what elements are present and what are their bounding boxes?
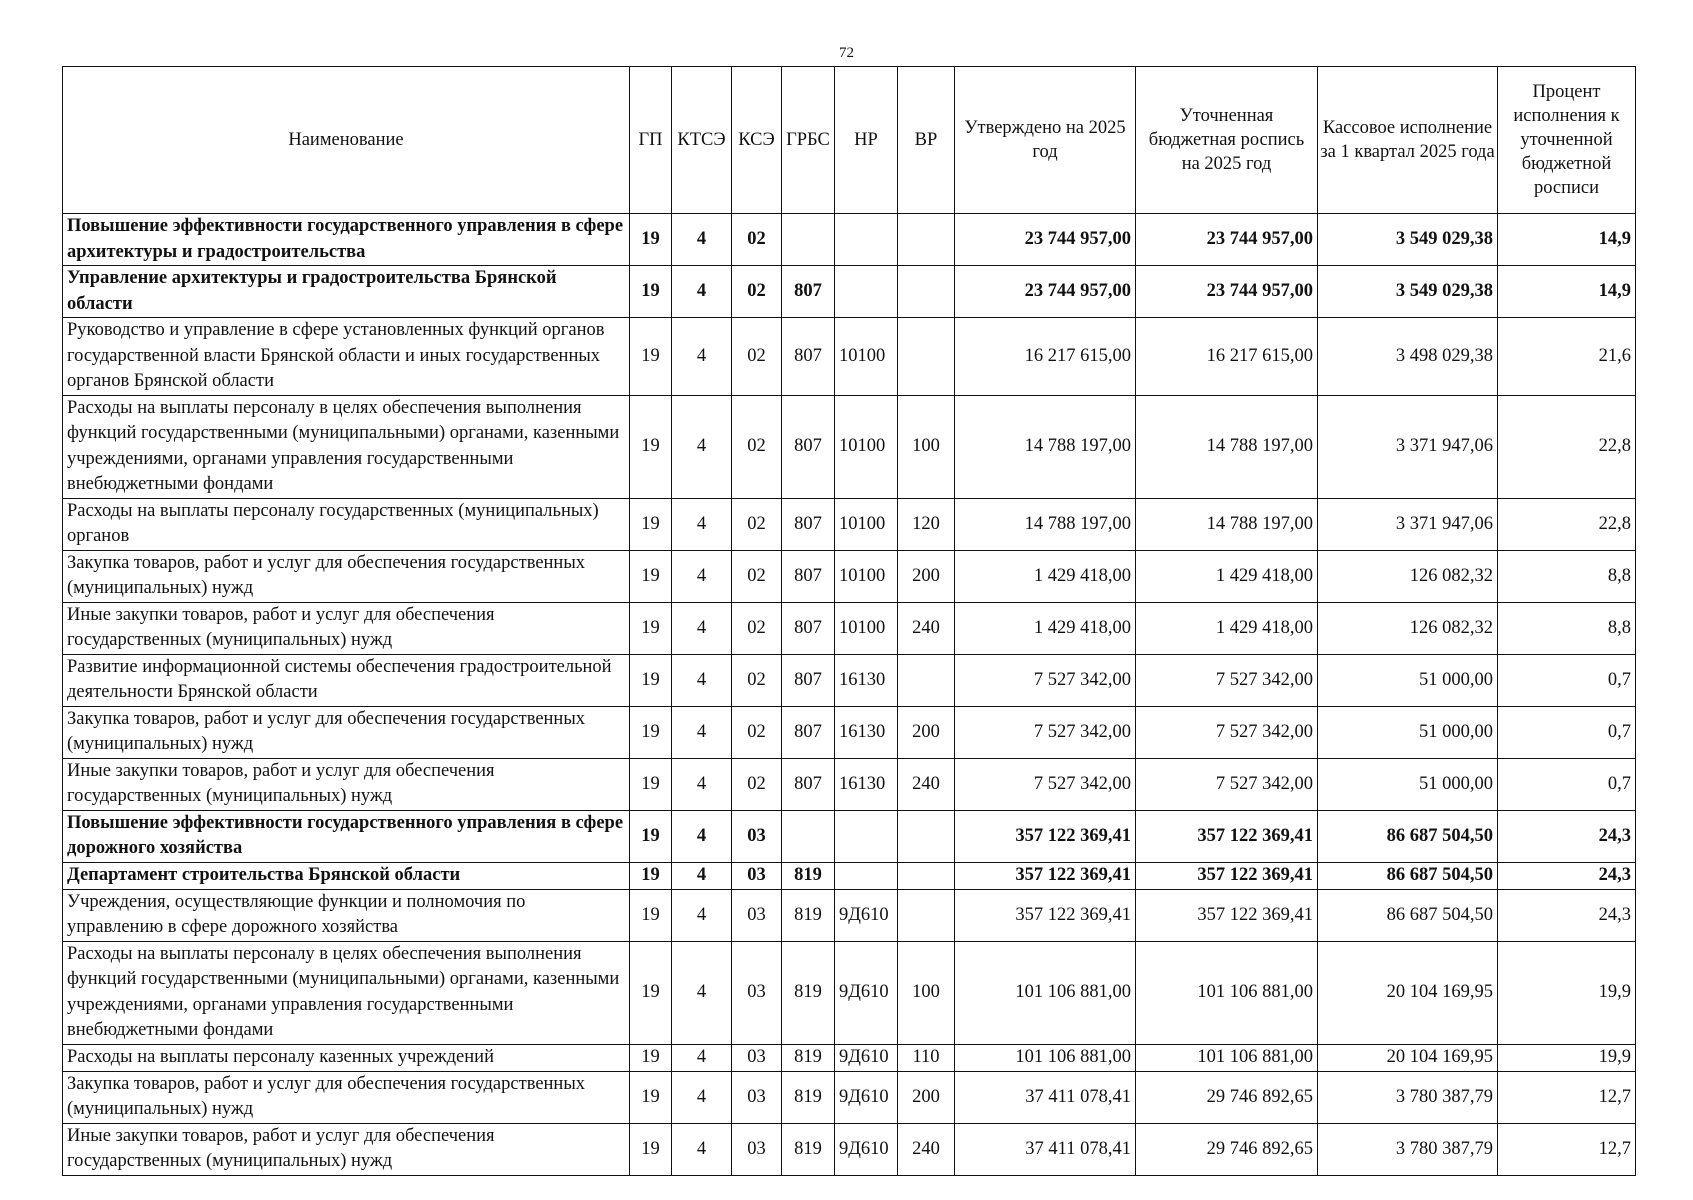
table-row bbox=[63, 810, 1636, 862]
header-kse: КСЭ bbox=[732, 67, 782, 214]
row-ktse: 4 bbox=[672, 1071, 732, 1123]
row-kse: 03 bbox=[732, 810, 782, 862]
row-nr: 9Д610 bbox=[835, 1044, 898, 1071]
row-name: Закупка товаров, работ и услуг для обеспечения государственных (муниципальных) нужд bbox=[63, 1071, 630, 1123]
row-ktse: 4 bbox=[672, 889, 732, 941]
table-row bbox=[63, 1123, 1636, 1175]
row-name: Расходы на выплаты персоналу в целях обеспечения выполнения функций государственными (муниципальными) органами, казенными учреждениями, органами управления государственными внебюджетными фондами bbox=[63, 395, 630, 498]
row-gp: 19 bbox=[630, 889, 672, 941]
row-refined: 16 217 615,00 bbox=[1136, 318, 1318, 396]
row-approved: 101 106 881,00 bbox=[955, 941, 1136, 1044]
row-ktse: 4 bbox=[672, 758, 732, 810]
table-row bbox=[63, 1044, 1636, 1071]
row-percent: 21,6 bbox=[1498, 318, 1636, 396]
row-vr bbox=[898, 889, 955, 941]
row-gp: 19 bbox=[630, 654, 672, 706]
row-ktse: 4 bbox=[672, 266, 732, 318]
row-kse: 02 bbox=[732, 266, 782, 318]
table-row bbox=[63, 214, 1636, 266]
row-kse: 02 bbox=[732, 395, 782, 498]
row-refined: 357 122 369,41 bbox=[1136, 810, 1318, 862]
row-kse: 02 bbox=[732, 214, 782, 266]
row-kse: 03 bbox=[732, 889, 782, 941]
row-vr bbox=[898, 214, 955, 266]
row-name: Расходы на выплаты персоналу казенных учреждений bbox=[63, 1044, 630, 1071]
row-nr: 10100 bbox=[835, 602, 898, 654]
row-name: Повышение эффективности государственного управления в сфере дорожного хозяйства bbox=[63, 810, 630, 862]
row-cash: 126 082,32 bbox=[1318, 550, 1498, 602]
header-grbs: ГРБС bbox=[782, 67, 835, 214]
table-row bbox=[63, 395, 1636, 498]
row-refined: 101 106 881,00 bbox=[1136, 941, 1318, 1044]
row-refined: 23 744 957,00 bbox=[1136, 214, 1318, 266]
row-vr: 110 bbox=[898, 1044, 955, 1071]
row-cash: 86 687 504,50 bbox=[1318, 889, 1498, 941]
row-gp: 19 bbox=[630, 318, 672, 396]
row-refined: 14 788 197,00 bbox=[1136, 498, 1318, 550]
row-nr: 16130 bbox=[835, 706, 898, 758]
row-vr bbox=[898, 654, 955, 706]
row-refined: 357 122 369,41 bbox=[1136, 889, 1318, 941]
row-refined: 1 429 418,00 bbox=[1136, 602, 1318, 654]
row-approved: 14 788 197,00 bbox=[955, 395, 1136, 498]
row-grbs: 807 bbox=[782, 758, 835, 810]
row-name: Иные закупки товаров, работ и услуг для обеспечения государственных (муниципальных) нужд bbox=[63, 602, 630, 654]
row-name: Учреждения, осуществляющие функции и полномочия по управлению в сфере дорожного хозяйства bbox=[63, 889, 630, 941]
table-row bbox=[63, 889, 1636, 941]
row-gp: 19 bbox=[630, 1044, 672, 1071]
row-name: Управление архитектуры и градостроительства Брянской области bbox=[63, 266, 630, 318]
row-percent: 0,7 bbox=[1498, 706, 1636, 758]
row-grbs: 819 bbox=[782, 941, 835, 1044]
row-percent: 24,3 bbox=[1498, 810, 1636, 862]
row-refined: 7 527 342,00 bbox=[1136, 654, 1318, 706]
row-percent: 12,7 bbox=[1498, 1123, 1636, 1175]
row-nr bbox=[835, 214, 898, 266]
row-ktse: 4 bbox=[672, 654, 732, 706]
row-name: Расходы на выплаты персоналу государственных (муниципальных) органов bbox=[63, 498, 630, 550]
row-gp: 19 bbox=[630, 941, 672, 1044]
row-ktse: 4 bbox=[672, 602, 732, 654]
row-nr: 10100 bbox=[835, 318, 898, 396]
row-vr: 100 bbox=[898, 395, 955, 498]
row-percent: 24,3 bbox=[1498, 862, 1636, 889]
row-grbs: 819 bbox=[782, 1044, 835, 1071]
table-row bbox=[63, 862, 1636, 889]
row-ktse: 4 bbox=[672, 318, 732, 396]
row-nr: 10100 bbox=[835, 498, 898, 550]
row-ktse: 4 bbox=[672, 1044, 732, 1071]
row-vr: 120 bbox=[898, 498, 955, 550]
row-nr: 9Д610 bbox=[835, 941, 898, 1044]
row-kse: 02 bbox=[732, 758, 782, 810]
row-ktse: 4 bbox=[672, 498, 732, 550]
row-gp: 19 bbox=[630, 758, 672, 810]
row-refined: 7 527 342,00 bbox=[1136, 758, 1318, 810]
row-grbs: 819 bbox=[782, 1123, 835, 1175]
row-kse: 03 bbox=[732, 1071, 782, 1123]
table-row bbox=[63, 266, 1636, 318]
row-percent: 0,7 bbox=[1498, 654, 1636, 706]
header-ktse: КТСЭ bbox=[672, 67, 732, 214]
row-cash: 20 104 169,95 bbox=[1318, 941, 1498, 1044]
header-cash: Кассовое исполнение за 1 квартал 2025 года bbox=[1318, 67, 1498, 214]
row-percent: 0,7 bbox=[1498, 758, 1636, 810]
table-row bbox=[63, 654, 1636, 706]
row-approved: 16 217 615,00 bbox=[955, 318, 1136, 396]
row-refined: 29 746 892,65 bbox=[1136, 1123, 1318, 1175]
row-grbs: 819 bbox=[782, 862, 835, 889]
row-nr bbox=[835, 810, 898, 862]
row-nr: 9Д610 bbox=[835, 889, 898, 941]
row-name: Иные закупки товаров, работ и услуг для обеспечения государственных (муниципальных) нужд bbox=[63, 1123, 630, 1175]
row-percent: 8,8 bbox=[1498, 602, 1636, 654]
row-cash: 3 549 029,38 bbox=[1318, 214, 1498, 266]
row-ktse: 4 bbox=[672, 1123, 732, 1175]
header-approved: Утверждено на 2025 год bbox=[955, 67, 1136, 214]
row-gp: 19 bbox=[630, 550, 672, 602]
row-vr bbox=[898, 862, 955, 889]
row-nr: 10100 bbox=[835, 550, 898, 602]
row-cash: 86 687 504,50 bbox=[1318, 810, 1498, 862]
page-number: 72 bbox=[839, 45, 854, 61]
row-kse: 02 bbox=[732, 654, 782, 706]
row-cash: 51 000,00 bbox=[1318, 654, 1498, 706]
table-header-row bbox=[63, 67, 1636, 214]
row-nr bbox=[835, 266, 898, 318]
row-name: Повышение эффективности государственного управления в сфере архитектуры и градостроительства bbox=[63, 214, 630, 266]
row-refined: 14 788 197,00 bbox=[1136, 395, 1318, 498]
row-cash: 51 000,00 bbox=[1318, 706, 1498, 758]
row-cash: 3 549 029,38 bbox=[1318, 266, 1498, 318]
row-name: Иные закупки товаров, работ и услуг для обеспечения государственных (муниципальных) нужд bbox=[63, 758, 630, 810]
row-grbs: 807 bbox=[782, 266, 835, 318]
row-percent: 19,9 bbox=[1498, 1044, 1636, 1071]
row-grbs: 807 bbox=[782, 602, 835, 654]
row-name: Закупка товаров, работ и услуг для обеспечения государственных (муниципальных) нужд bbox=[63, 706, 630, 758]
header-gp: ГП bbox=[630, 67, 672, 214]
row-approved: 1 429 418,00 bbox=[955, 550, 1136, 602]
row-approved: 7 527 342,00 bbox=[955, 758, 1136, 810]
row-vr bbox=[898, 810, 955, 862]
row-approved: 1 429 418,00 bbox=[955, 602, 1136, 654]
row-refined: 101 106 881,00 bbox=[1136, 1044, 1318, 1071]
row-vr bbox=[898, 318, 955, 396]
row-gp: 19 bbox=[630, 602, 672, 654]
row-grbs: 807 bbox=[782, 318, 835, 396]
row-cash: 3 780 387,79 bbox=[1318, 1071, 1498, 1123]
row-percent: 19,9 bbox=[1498, 941, 1636, 1044]
row-kse: 02 bbox=[732, 318, 782, 396]
row-gp: 19 bbox=[630, 1123, 672, 1175]
row-grbs bbox=[782, 214, 835, 266]
row-grbs: 807 bbox=[782, 654, 835, 706]
header-percent: Процент исполнения к уточненной бюджетной росписи bbox=[1498, 67, 1636, 214]
table-row bbox=[63, 498, 1636, 550]
row-refined: 357 122 369,41 bbox=[1136, 862, 1318, 889]
table-row bbox=[63, 1071, 1636, 1123]
row-vr: 240 bbox=[898, 758, 955, 810]
row-grbs: 807 bbox=[782, 498, 835, 550]
row-approved: 14 788 197,00 bbox=[955, 498, 1136, 550]
row-approved: 23 744 957,00 bbox=[955, 266, 1136, 318]
row-kse: 03 bbox=[732, 1044, 782, 1071]
row-grbs: 807 bbox=[782, 706, 835, 758]
table-row bbox=[63, 706, 1636, 758]
row-ktse: 4 bbox=[672, 862, 732, 889]
header-vr: ВР bbox=[898, 67, 955, 214]
row-cash: 20 104 169,95 bbox=[1318, 1044, 1498, 1071]
row-gp: 19 bbox=[630, 395, 672, 498]
row-vr: 240 bbox=[898, 602, 955, 654]
row-gp: 19 bbox=[630, 862, 672, 889]
row-grbs: 819 bbox=[782, 889, 835, 941]
header-name: Наименование bbox=[63, 67, 630, 214]
row-kse: 02 bbox=[732, 498, 782, 550]
row-name: Расходы на выплаты персоналу в целях обеспечения выполнения функций государственными (муниципальными) органами, казенными учреждениями, органами управления государственными внебюджетными фондами bbox=[63, 941, 630, 1044]
row-percent: 12,7 bbox=[1498, 1071, 1636, 1123]
row-percent: 22,8 bbox=[1498, 498, 1636, 550]
row-gp: 19 bbox=[630, 706, 672, 758]
row-ktse: 4 bbox=[672, 214, 732, 266]
row-gp: 19 bbox=[630, 1071, 672, 1123]
row-refined: 29 746 892,65 bbox=[1136, 1071, 1318, 1123]
row-gp: 19 bbox=[630, 810, 672, 862]
row-vr bbox=[898, 266, 955, 318]
row-name: Закупка товаров, работ и услуг для обеспечения государственных (муниципальных) нужд bbox=[63, 550, 630, 602]
row-kse: 03 bbox=[732, 862, 782, 889]
row-cash: 3 371 947,06 bbox=[1318, 395, 1498, 498]
row-vr: 240 bbox=[898, 1123, 955, 1175]
row-nr: 10100 bbox=[835, 395, 898, 498]
row-cash: 126 082,32 bbox=[1318, 602, 1498, 654]
row-percent: 8,8 bbox=[1498, 550, 1636, 602]
row-approved: 101 106 881,00 bbox=[955, 1044, 1136, 1071]
header-refined: Уточненная бюджетная роспись на 2025 год bbox=[1136, 67, 1318, 214]
table-row bbox=[63, 941, 1636, 1044]
table-row bbox=[63, 602, 1636, 654]
row-nr: 16130 bbox=[835, 654, 898, 706]
row-gp: 19 bbox=[630, 266, 672, 318]
row-grbs: 819 bbox=[782, 1071, 835, 1123]
row-grbs: 807 bbox=[782, 395, 835, 498]
row-cash: 3 498 029,38 bbox=[1318, 318, 1498, 396]
row-kse: 02 bbox=[732, 706, 782, 758]
row-approved: 357 122 369,41 bbox=[955, 810, 1136, 862]
row-ktse: 4 bbox=[672, 395, 732, 498]
row-vr: 200 bbox=[898, 706, 955, 758]
row-approved: 357 122 369,41 bbox=[955, 862, 1136, 889]
row-percent: 14,9 bbox=[1498, 214, 1636, 266]
row-nr: 16130 bbox=[835, 758, 898, 810]
row-cash: 3 780 387,79 bbox=[1318, 1123, 1498, 1175]
row-gp: 19 bbox=[630, 498, 672, 550]
row-refined: 23 744 957,00 bbox=[1136, 266, 1318, 318]
row-gp: 19 bbox=[630, 214, 672, 266]
row-kse: 02 bbox=[732, 602, 782, 654]
row-ktse: 4 bbox=[672, 941, 732, 1044]
row-name: Руководство и управление в сфере установленных функций органов государственной власти Брянской области и иных государственных органов Брянской области bbox=[63, 318, 630, 396]
row-refined: 1 429 418,00 bbox=[1136, 550, 1318, 602]
budget-execution-table bbox=[62, 66, 1636, 1176]
row-approved: 37 411 078,41 bbox=[955, 1071, 1136, 1123]
row-ktse: 4 bbox=[672, 550, 732, 602]
row-approved: 37 411 078,41 bbox=[955, 1123, 1136, 1175]
row-ktse: 4 bbox=[672, 810, 732, 862]
row-vr: 100 bbox=[898, 941, 955, 1044]
row-percent: 22,8 bbox=[1498, 395, 1636, 498]
row-percent: 14,9 bbox=[1498, 266, 1636, 318]
row-name: Развитие информационной системы обеспечения градостроительной деятельности Брянской области bbox=[63, 654, 630, 706]
row-grbs: 807 bbox=[782, 550, 835, 602]
row-refined: 7 527 342,00 bbox=[1136, 706, 1318, 758]
row-name: Департамент строительства Брянской области bbox=[63, 862, 630, 889]
row-cash: 86 687 504,50 bbox=[1318, 862, 1498, 889]
row-nr bbox=[835, 862, 898, 889]
row-kse: 03 bbox=[732, 1123, 782, 1175]
header-nr: НР bbox=[835, 67, 898, 214]
row-grbs bbox=[782, 810, 835, 862]
row-percent: 24,3 bbox=[1498, 889, 1636, 941]
row-approved: 23 744 957,00 bbox=[955, 214, 1136, 266]
row-cash: 51 000,00 bbox=[1318, 758, 1498, 810]
row-kse: 02 bbox=[732, 550, 782, 602]
row-approved: 7 527 342,00 bbox=[955, 706, 1136, 758]
row-vr: 200 bbox=[898, 1071, 955, 1123]
row-nr: 9Д610 bbox=[835, 1123, 898, 1175]
row-vr: 200 bbox=[898, 550, 955, 602]
table-row bbox=[63, 758, 1636, 810]
table-row bbox=[63, 318, 1636, 396]
row-kse: 03 bbox=[732, 941, 782, 1044]
row-approved: 357 122 369,41 bbox=[955, 889, 1136, 941]
row-cash: 3 371 947,06 bbox=[1318, 498, 1498, 550]
row-nr: 9Д610 bbox=[835, 1071, 898, 1123]
row-approved: 7 527 342,00 bbox=[955, 654, 1136, 706]
table-row bbox=[63, 550, 1636, 602]
row-ktse: 4 bbox=[672, 706, 732, 758]
